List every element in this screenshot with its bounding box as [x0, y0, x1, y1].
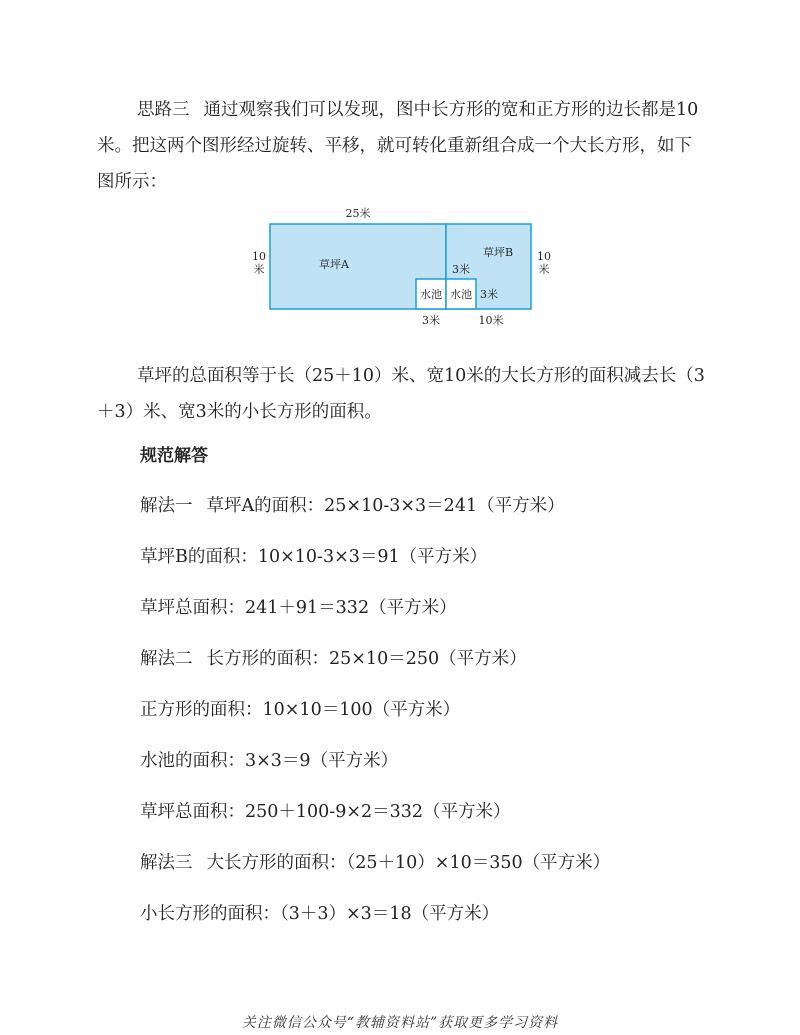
section-heading: 规范解答: [140, 446, 208, 466]
method-2-line-4: 草坪总面积：250＋100-9×2＝332（平方米）: [140, 802, 511, 822]
method-3-text: 大长方形的面积：（25＋10）×10＝350（平方米）: [206, 853, 611, 873]
method-1-text: 草坪A的面积：25×10-3×3＝241（平方米）: [206, 496, 565, 516]
method-3-lead: 解法三: [140, 853, 193, 873]
label-left-width-unit: 米: [253, 263, 265, 276]
label-pool-side: 3米: [480, 288, 498, 301]
label-top-length: 25米: [345, 207, 371, 220]
footer-promo: 关注微信公众号“教辅资料站”获取更多学习资料: [241, 1015, 559, 1031]
label-bottom-right: 10米: [478, 314, 504, 327]
method-2-line-1: [140, 647, 527, 671]
label-pool-left: 水池: [420, 288, 442, 301]
label-pool-right: 水池: [450, 288, 472, 301]
intro-text: 通过观察我们可以发现，图中长方形的宽和正方形的边长都是10米。把这两个图形经过旋转、平移，就可转化重新组合成一个大长方形，如下图所示：: [97, 100, 699, 192]
label-left-width-num: 10: [252, 250, 266, 263]
label-bottom-left: 3米: [422, 314, 440, 327]
label-lawn-a: 草坪A: [319, 258, 349, 271]
method-2-line-3: 水池的面积：3×3＝9（平方米）: [140, 751, 399, 771]
intro-paragraph: [97, 92, 709, 200]
method-1-line-3: 草坪总面积：241＋91＝332（平方米）: [140, 598, 457, 618]
method-2-line-2: 正方形的面积：10×10＝100（平方米）: [140, 700, 461, 720]
explanation-paragraph: [97, 358, 709, 430]
method-1-lead: 解法一: [140, 496, 193, 516]
lawn-pool-diagram: [248, 202, 568, 332]
method-3-line-2: 小长方形的面积：（3＋3）×3＝18（平方米）: [140, 904, 500, 924]
label-right-width-unit: 米: [538, 263, 550, 276]
label-lawn-b: 草坪B: [482, 246, 514, 259]
method-1-line-1: [140, 494, 565, 518]
method-1-line-2: 草坪B的面积：10×10-3×3＝91（平方米）: [140, 547, 488, 567]
method-2-lead: 解法二: [140, 649, 193, 669]
method-2-text: 长方形的面积：25×10＝250（平方米）: [206, 649, 527, 669]
method-3-line-1: [140, 851, 610, 875]
intro-lead: 思路三: [137, 100, 190, 120]
label-right-width-num: 10: [537, 250, 551, 263]
explanation-text: 草坪的总面积等于长（25＋10）米、宽10米的大长方形的面积减去长（3＋3）米、宽3米的小长方形的面积。: [97, 366, 705, 422]
label-pool-top: 3米: [452, 263, 470, 276]
